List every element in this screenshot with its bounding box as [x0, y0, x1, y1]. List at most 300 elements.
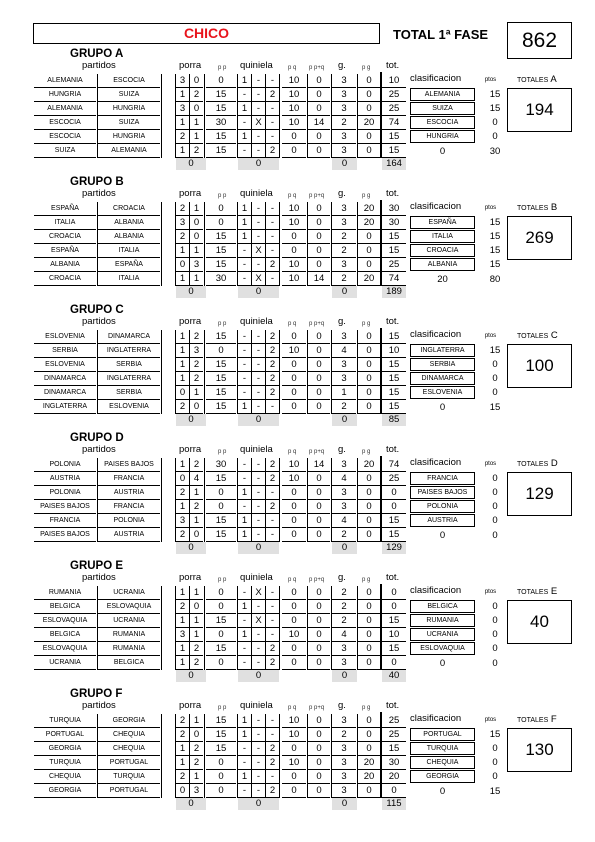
- value-cell: 1: [238, 400, 251, 414]
- col-header-porra: porra: [179, 188, 202, 199]
- value-cell: 0: [308, 728, 330, 742]
- value-cell: 0: [282, 244, 306, 258]
- value-cell: 1: [238, 628, 251, 642]
- value-cell: 2: [266, 656, 279, 670]
- team-cell: GEORGIA: [34, 784, 96, 798]
- value-cell: -: [266, 130, 279, 144]
- value-cell: 0: [382, 784, 406, 798]
- value-cell: -: [252, 756, 265, 770]
- col-header-quiniela: quiniela: [240, 60, 273, 71]
- value-cell: 0: [308, 742, 330, 756]
- value-cell: X: [252, 272, 265, 286]
- value-cell: 3: [332, 784, 356, 798]
- value-cell: 10: [282, 258, 306, 272]
- value-cell: 1: [176, 116, 189, 130]
- team-cell: AUSTRIA: [98, 528, 160, 542]
- value-cell: 3: [332, 202, 356, 216]
- value-cell: -: [266, 528, 279, 542]
- value-cell: 15: [206, 88, 236, 102]
- value-cell: 15: [382, 244, 406, 258]
- team-cell: DINAMARCA: [98, 330, 160, 344]
- col-header-pp: p p: [218, 449, 227, 455]
- value-cell: 4: [332, 514, 356, 528]
- value-cell: 0: [358, 344, 380, 358]
- clasificacion-team: ESPAÑA: [410, 216, 475, 229]
- value-cell: 0: [308, 202, 330, 216]
- value-cell: -: [252, 770, 265, 784]
- clasificacion-sum: 0: [492, 530, 498, 541]
- totales-label-text: TOTALES: [517, 461, 549, 468]
- clasificacion-points: 0: [492, 601, 498, 612]
- value-cell: 10: [282, 88, 306, 102]
- footer-sum: 164: [382, 158, 406, 170]
- value-cell: 0: [282, 144, 306, 158]
- clasificacion-team: RUMANIA: [410, 614, 475, 627]
- clasificacion-team: DINAMARCA: [410, 372, 475, 385]
- value-cell: 0: [282, 600, 306, 614]
- clasificacion-points: 0: [492, 359, 498, 370]
- value-cell: 15: [206, 714, 236, 728]
- value-cell: 2: [332, 586, 356, 600]
- value-cell: 0: [382, 600, 406, 614]
- clasificacion-team: AUSTRIA: [410, 514, 475, 527]
- team-cell: ALEMANIA: [34, 74, 96, 88]
- value-cell: 0: [282, 770, 306, 784]
- value-cell: 3: [332, 458, 356, 472]
- clasificacion-points: 0: [492, 757, 498, 768]
- col-header-g: g.: [338, 60, 346, 71]
- value-cell: -: [238, 586, 251, 600]
- value-cell: 1: [238, 230, 251, 244]
- value-cell: X: [252, 586, 265, 600]
- clasificacion-sum: 0: [439, 786, 446, 797]
- value-cell: 2: [190, 330, 203, 344]
- team-cell: ESCOCIA: [34, 116, 96, 130]
- value-cell: 2: [266, 258, 279, 272]
- team-cell: ESCOCIA: [98, 74, 160, 88]
- team-cell: BELGICA: [98, 656, 160, 670]
- total-phase-value: 862: [507, 22, 572, 59]
- value-cell: 1: [190, 130, 203, 144]
- col-header-g: g.: [338, 572, 346, 583]
- value-cell: 2: [266, 742, 279, 756]
- value-cell: -: [252, 144, 265, 158]
- clasificacion-points: 15: [489, 729, 501, 740]
- value-cell: 15: [206, 514, 236, 528]
- value-cell: -: [238, 458, 251, 472]
- footer-sum: 0: [176, 286, 206, 298]
- value-cell: 2: [176, 202, 189, 216]
- value-cell: 0: [382, 656, 406, 670]
- value-cell: 3: [332, 642, 356, 656]
- value-cell: 15: [206, 358, 236, 372]
- value-cell: 0: [308, 144, 330, 158]
- clasificacion-header: clasificacion: [410, 457, 462, 468]
- team-cell: BELGICA: [34, 600, 96, 614]
- team-cell: PAISES BAJOS: [34, 528, 96, 542]
- value-cell: 15: [206, 102, 236, 116]
- value-cell: 1: [190, 586, 203, 600]
- value-cell: 1: [190, 486, 203, 500]
- value-cell: 2: [176, 130, 189, 144]
- value-cell: 0: [282, 372, 306, 386]
- col-header-pq: p q: [288, 321, 297, 327]
- footer-sum: 0: [238, 286, 279, 298]
- value-cell: 0: [382, 500, 406, 514]
- value-cell: 0: [308, 230, 330, 244]
- value-cell: -: [252, 656, 265, 670]
- team-cell: PORTUGAL: [34, 728, 96, 742]
- value-cell: -: [238, 116, 251, 130]
- value-cell: 0: [308, 358, 330, 372]
- clasificacion-team: TURQUIA: [410, 742, 475, 755]
- group-total: 40: [507, 600, 572, 644]
- value-cell: 20: [358, 756, 380, 770]
- value-cell: 0: [206, 216, 236, 230]
- clasificacion-sum: 0: [439, 146, 446, 157]
- value-cell: 0: [358, 514, 380, 528]
- value-cell: 0: [282, 500, 306, 514]
- value-cell: 10: [282, 74, 306, 88]
- value-cell: 3: [332, 258, 356, 272]
- value-cell: 20: [358, 116, 380, 130]
- value-cell: 3: [332, 656, 356, 670]
- grid-line: [161, 586, 162, 670]
- group-total: 130: [507, 728, 572, 772]
- value-cell: 1: [332, 386, 356, 400]
- grid-line: [279, 74, 280, 158]
- value-cell: 3: [332, 372, 356, 386]
- value-cell: 0: [358, 472, 380, 486]
- grid-line: [204, 714, 205, 798]
- team-cell: CROACIA: [34, 272, 96, 286]
- value-cell: 0: [308, 714, 330, 728]
- team-cell: PAISES BAJOS: [98, 458, 160, 472]
- value-cell: 74: [382, 116, 406, 130]
- footer-sum: 0: [332, 798, 357, 810]
- value-cell: 25: [382, 472, 406, 486]
- group-title: GRUPO E: [70, 560, 124, 572]
- value-cell: 0: [308, 400, 330, 414]
- value-cell: 3: [332, 714, 356, 728]
- value-cell: 30: [382, 202, 406, 216]
- value-cell: 2: [266, 144, 279, 158]
- value-cell: -: [252, 400, 265, 414]
- value-cell: -: [266, 728, 279, 742]
- team-cell: GEORGIA: [98, 714, 160, 728]
- value-cell: 2: [190, 656, 203, 670]
- group-title: GRUPO F: [70, 688, 123, 700]
- value-cell: 0: [282, 528, 306, 542]
- clasificacion-sum: 0: [492, 658, 498, 669]
- ptos-header: ptos: [484, 77, 497, 83]
- value-cell: 10: [282, 202, 306, 216]
- value-cell: -: [252, 258, 265, 272]
- team-cell: POLONIA: [34, 486, 96, 500]
- col-header-g: g.: [338, 700, 346, 711]
- totales-label-text: TOTALES: [517, 77, 549, 84]
- totales-label-letter: B: [550, 202, 558, 213]
- value-cell: 15: [206, 742, 236, 756]
- team-cell: ESPAÑA: [98, 258, 160, 272]
- value-cell: 1: [238, 486, 251, 500]
- grid-line: [279, 714, 280, 798]
- value-cell: -: [266, 486, 279, 500]
- value-cell: 1: [190, 514, 203, 528]
- value-cell: -: [252, 202, 265, 216]
- clasificacion-points: 15: [489, 345, 501, 356]
- value-cell: 0: [382, 586, 406, 600]
- value-cell: 0: [190, 528, 203, 542]
- value-cell: 10: [382, 628, 406, 642]
- value-cell: 1: [176, 656, 189, 670]
- value-cell: 2: [190, 372, 203, 386]
- grid-line: [204, 202, 205, 286]
- value-cell: 15: [382, 400, 406, 414]
- footer-sum: 0: [176, 670, 206, 682]
- group-d: [0, 432, 595, 574]
- value-cell: 0: [282, 330, 306, 344]
- value-cell: 0: [206, 656, 236, 670]
- value-cell: 15: [382, 130, 406, 144]
- totales-label-letter: A: [550, 74, 557, 85]
- value-cell: 2: [266, 386, 279, 400]
- clasificacion-sum: 0: [439, 530, 446, 541]
- team-cell: HUNGRIA: [98, 130, 160, 144]
- clasificacion-points: 0: [492, 487, 498, 498]
- value-cell: 15: [206, 144, 236, 158]
- team-cell: ALEMANIA: [98, 144, 160, 158]
- col-header-quiniela: quiniela: [240, 572, 273, 583]
- value-cell: -: [252, 102, 265, 116]
- team-cell: BELGICA: [34, 628, 96, 642]
- col-header-porra: porra: [179, 60, 202, 71]
- value-cell: 0: [206, 770, 236, 784]
- grid-line: [204, 458, 205, 542]
- value-cell: 1: [176, 586, 189, 600]
- value-cell: 3: [332, 742, 356, 756]
- value-cell: 0: [206, 784, 236, 798]
- value-cell: 1: [238, 514, 251, 528]
- value-cell: 15: [382, 642, 406, 656]
- value-cell: 74: [382, 458, 406, 472]
- clasificacion-points: 0: [492, 515, 498, 526]
- value-cell: 0: [382, 486, 406, 500]
- team-cell: ESLOVENIA: [34, 330, 96, 344]
- value-cell: 0: [206, 600, 236, 614]
- value-cell: -: [238, 614, 251, 628]
- clasificacion-points: 0: [492, 131, 498, 142]
- value-cell: 2: [332, 230, 356, 244]
- clasificacion-team: POLONIA: [410, 500, 475, 513]
- value-cell: 30: [206, 272, 236, 286]
- clasificacion-team: CROACIA: [410, 244, 475, 257]
- totales-label-text: TOTALES: [517, 589, 549, 596]
- value-cell: 2: [190, 500, 203, 514]
- value-cell: 30: [382, 756, 406, 770]
- clasificacion-sum: 30: [489, 146, 501, 157]
- value-cell: 0: [190, 600, 203, 614]
- value-cell: 0: [282, 742, 306, 756]
- team-cell: SUIZA: [34, 144, 96, 158]
- value-cell: 1: [176, 614, 189, 628]
- value-cell: -: [266, 586, 279, 600]
- col-header-ppq: p p+q: [309, 449, 325, 455]
- value-cell: 20: [382, 770, 406, 784]
- value-cell: 20: [358, 458, 380, 472]
- team-cell: GEORGIA: [34, 742, 96, 756]
- value-cell: 0: [358, 258, 380, 272]
- footer-sum: 0: [238, 670, 279, 682]
- col-header-pg: p g: [362, 65, 371, 71]
- value-cell: -: [238, 472, 251, 486]
- team-cell: SERBIA: [34, 344, 96, 358]
- value-cell: 3: [332, 102, 356, 116]
- value-cell: 0: [308, 586, 330, 600]
- value-cell: 0: [358, 372, 380, 386]
- value-cell: -: [252, 500, 265, 514]
- value-cell: 3: [176, 74, 189, 88]
- col-header-pg: p g: [362, 321, 371, 327]
- value-cell: 0: [190, 400, 203, 414]
- value-cell: 0: [358, 600, 380, 614]
- value-cell: 2: [266, 372, 279, 386]
- value-cell: 2: [176, 486, 189, 500]
- value-cell: 2: [176, 230, 189, 244]
- grid-line: [279, 586, 280, 670]
- team-cell: PAISES BAJOS: [34, 500, 96, 514]
- col-header-porra: porra: [179, 444, 202, 455]
- value-cell: 15: [206, 400, 236, 414]
- value-cell: -: [238, 330, 251, 344]
- team-cell: ESLOVAQUIA: [98, 600, 160, 614]
- total-phase-label: TOTAL 1ª FASE: [393, 27, 489, 42]
- team-cell: INGLATERRA: [34, 400, 96, 414]
- team-cell: RUMANIA: [98, 642, 160, 656]
- value-cell: 1: [176, 244, 189, 258]
- value-cell: 15: [206, 330, 236, 344]
- value-cell: 0: [308, 656, 330, 670]
- value-cell: 10: [282, 458, 306, 472]
- clasificacion-team: PORTUGAL: [410, 728, 475, 741]
- value-cell: 0: [358, 714, 380, 728]
- value-cell: 15: [382, 386, 406, 400]
- value-cell: 3: [332, 74, 356, 88]
- grid-line: [161, 330, 162, 414]
- value-cell: 15: [206, 130, 236, 144]
- team-cell: TURQUIA: [34, 714, 96, 728]
- col-header-tot: tot.: [386, 188, 400, 199]
- value-cell: 15: [382, 742, 406, 756]
- team-cell: FRANCIA: [98, 500, 160, 514]
- value-cell: -: [252, 486, 265, 500]
- value-cell: 0: [308, 130, 330, 144]
- value-cell: -: [238, 642, 251, 656]
- col-header-partidos: partidos: [82, 316, 116, 327]
- clasificacion-header: clasificacion: [410, 73, 462, 84]
- value-cell: 4: [332, 472, 356, 486]
- value-cell: 1: [176, 358, 189, 372]
- group-total: 100: [507, 344, 572, 388]
- value-cell: 0: [308, 74, 330, 88]
- col-header-pg: p g: [362, 449, 371, 455]
- footer-sum: 0: [176, 158, 206, 170]
- value-cell: 3: [332, 756, 356, 770]
- participant-name: CHICO: [33, 23, 380, 44]
- value-cell: 0: [358, 400, 380, 414]
- value-cell: 0: [308, 756, 330, 770]
- value-cell: 1: [238, 102, 251, 116]
- value-cell: 0: [282, 230, 306, 244]
- value-cell: 20: [358, 216, 380, 230]
- clasificacion-team: ESCOCIA: [410, 116, 475, 129]
- clasificacion-points: 0: [492, 643, 498, 654]
- value-cell: 0: [282, 586, 306, 600]
- footer-sum: 189: [382, 286, 406, 298]
- clasificacion-team: INGLATERRA: [410, 344, 475, 357]
- value-cell: 3: [176, 216, 189, 230]
- value-cell: 15: [206, 372, 236, 386]
- value-cell: 15: [206, 230, 236, 244]
- group-title: GRUPO C: [70, 304, 124, 316]
- col-header-pq: p q: [288, 65, 297, 71]
- team-cell: SUIZA: [98, 88, 160, 102]
- clasificacion-points: 0: [492, 629, 498, 640]
- value-cell: 14: [308, 458, 330, 472]
- value-cell: -: [252, 216, 265, 230]
- value-cell: 15: [382, 528, 406, 542]
- value-cell: 1: [238, 130, 251, 144]
- value-cell: 0: [358, 656, 380, 670]
- col-header-tot: tot.: [386, 572, 400, 583]
- totales-label: [517, 458, 558, 469]
- ptos-header: ptos: [484, 589, 497, 595]
- value-cell: -: [266, 714, 279, 728]
- team-cell: UCRANIA: [98, 586, 160, 600]
- value-cell: 0: [308, 770, 330, 784]
- value-cell: -: [252, 230, 265, 244]
- value-cell: 0: [308, 88, 330, 102]
- col-header-porra: porra: [179, 700, 202, 711]
- footer-sum: 0: [332, 158, 357, 170]
- value-cell: 0: [358, 500, 380, 514]
- value-cell: -: [266, 202, 279, 216]
- value-cell: 2: [332, 614, 356, 628]
- value-cell: 15: [382, 514, 406, 528]
- value-cell: -: [266, 216, 279, 230]
- value-cell: 4: [332, 628, 356, 642]
- col-header-quiniela: quiniela: [240, 444, 273, 455]
- col-header-ppq: p p+q: [309, 321, 325, 327]
- clasificacion-sum: 0: [439, 658, 446, 669]
- value-cell: 0: [176, 258, 189, 272]
- value-cell: 2: [266, 500, 279, 514]
- value-cell: 0: [206, 628, 236, 642]
- value-cell: 0: [282, 358, 306, 372]
- value-cell: 1: [238, 714, 251, 728]
- team-cell: DINAMARCA: [34, 372, 96, 386]
- value-cell: 0: [358, 230, 380, 244]
- value-cell: 0: [282, 400, 306, 414]
- totales-label: [517, 586, 557, 597]
- value-cell: 15: [206, 258, 236, 272]
- value-cell: 0: [358, 586, 380, 600]
- col-header-pq: p q: [288, 449, 297, 455]
- value-cell: -: [238, 144, 251, 158]
- team-cell: FRANCIA: [98, 472, 160, 486]
- value-cell: 0: [206, 74, 236, 88]
- value-cell: 2: [266, 330, 279, 344]
